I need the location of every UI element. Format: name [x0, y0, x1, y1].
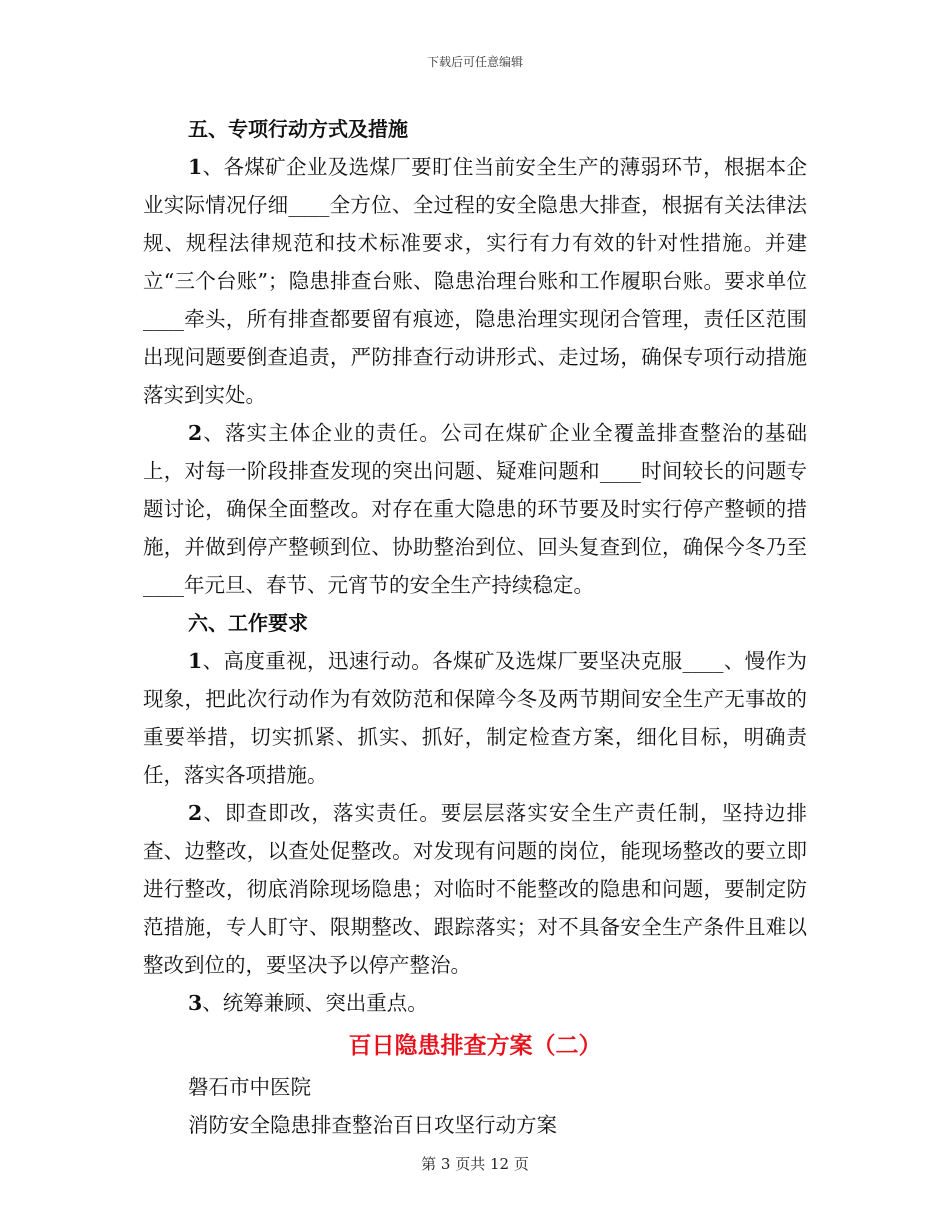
- paragraph-5-1: [143, 148, 807, 414]
- paragraph-6-2: [143, 794, 807, 984]
- paragraph-number: 2: [188, 801, 203, 825]
- header-note: 下载后可任意编辑: [426, 55, 523, 69]
- paragraph-number: 1: [188, 649, 203, 673]
- paragraph-6-3: [143, 984, 807, 1022]
- paragraph-text: 、统筹兼顾、突出重点。: [202, 991, 428, 1015]
- plan-subtitle: 消防安全隐患排查整治百日攻坚行动方案: [188, 1113, 557, 1137]
- paragraph-number: 3: [188, 991, 203, 1015]
- paragraph-number: 2: [188, 421, 203, 445]
- organization-name: 磐石市中医院: [188, 1075, 311, 1099]
- paragraph-text: 、高度重视，迅速行动。各煤矿及选煤厂要坚决克服____、慢作为现象，把此次行动作为有效防范和保障今冬及两节期间安全生产无事故的重要举措，切实抓紧、抓实、抓好，制定检查方案，细化目标，明确责任，落实各项措施。: [143, 649, 807, 787]
- plan-title: 百日隐患排查方案（二）: [348, 1033, 602, 1059]
- paragraph-text: 、落实主体企业的责任。公司在煤矿企业全覆盖排查整治的基础上，对每一阶段排查发现的突出问题、疑难问题和____时间较长的问题专题讨论，确保全面整改。对存在重大隐患的环节要及时实行停产整顿的措施，并做到停产整顿到位、协助整治到位、回头复查到位，确保今冬乃至____年元旦、春节、元宵节的安全生产持续稳定。: [143, 421, 807, 597]
- section-heading-5: 五、专项行动方式及措施: [188, 117, 408, 141]
- paragraph-text: 、即查即改，落实责任。要层层落实安全生产责任制，坚持边排查、边整改，以查处促整改。对发现有问题的岗位，能现场整改的要立即进行整改，彻底消除现场隐患；对临时不能整改的隐患和问题，要制定防范措施，专人盯守、限期整改、跟踪落实；对不具备安全生产条件且难以整改到位的，要坚决予以停产整治。: [143, 801, 807, 977]
- paragraph-6-1: [143, 642, 807, 794]
- page-number: 第 3 页共 12 页: [421, 1155, 529, 1173]
- section-heading-6: 六、工作要求: [188, 611, 308, 635]
- document-body: [143, 110, 807, 1144]
- paragraph-5-2: [143, 414, 807, 604]
- paragraph-text: 、各煤矿企业及选煤厂要盯住当前安全生产的薄弱环节，根据本企业实际情况仔细____全方位、全过程的安全隐患大排查，根据有关法律法规、规程法律规范和技术标准要求，实行有力有效的针对性措施。并建立“三个台账”；隐患排查台账、隐患治理台账和工作履职台账。要求单位____牵头，所有排查都要留有痕迹，隐患治理实现闭合管理，责任区范围出现问题要倒查追责，严防排查行动讲形式、走过场，确保专项行动措施落实到实处。: [143, 155, 807, 407]
- paragraph-number: 1: [188, 155, 203, 179]
